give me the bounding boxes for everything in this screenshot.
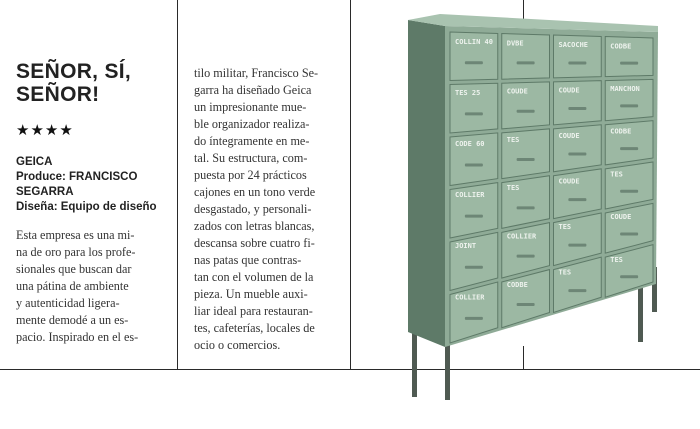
text-line: tal. Su estructura, com- [194, 151, 308, 165]
drawer-label: DVBE [506, 39, 524, 48]
text-line: Esta empresa es una mi- [16, 228, 135, 242]
drawer-handle [517, 303, 535, 306]
text-line: do íntegramente en me- [194, 134, 310, 148]
cabinet-side [408, 20, 445, 347]
text-line: y autenticidad ligera- [16, 296, 120, 310]
drawer-label: JOINT [455, 242, 477, 251]
text-line: nas patas que contras- [194, 253, 302, 267]
drawer-label: TES [610, 170, 623, 179]
drawer-handle [568, 62, 586, 65]
drawer-label: MANCHON [610, 84, 640, 93]
drawer-handle [568, 244, 586, 247]
drawer-label: TES [506, 135, 520, 144]
drawer-handle [517, 110, 535, 113]
drawer-handle [465, 215, 483, 218]
drawer-label: CODE 60 [455, 139, 485, 148]
text-line: zados con letras blancas, [194, 219, 315, 233]
drawer-handle [620, 233, 638, 236]
brand-name: GEICA [16, 156, 53, 168]
article-headline [16, 60, 166, 106]
headline-line: SEÑOR, SÍ, [16, 60, 132, 83]
drawer-handle [568, 107, 586, 110]
text-line: puesta por 24 prácticos [194, 168, 307, 182]
drawer-handle [517, 206, 535, 209]
drawer-handle [465, 112, 483, 115]
text-line: ble organizador realiza- [194, 117, 310, 131]
text-line: cajones en un tono verde [194, 185, 316, 199]
text-line: na de oro para los profe- [16, 245, 136, 259]
drawer-handle [465, 266, 483, 269]
drawer-handle [568, 153, 586, 156]
drawer-label: SACOCHE [558, 40, 589, 49]
drawer-handle [568, 289, 586, 292]
text-line: descansa sobre cuatro fi- [194, 236, 315, 250]
text-line: tilo militar, Francisco Se- [194, 66, 319, 80]
text-line: un impresionante mue- [194, 100, 307, 114]
drawer-label: CODBE [610, 42, 632, 51]
text-line: desgastado, y personali- [194, 202, 312, 216]
drawer-label: COLLIER [455, 293, 485, 302]
drawer-cabinet-photo [400, 12, 665, 402]
credits-block [16, 155, 166, 215]
drawer-label: COUDE [558, 86, 580, 95]
drawer-handle [620, 62, 638, 65]
drawer-label: TES [558, 268, 572, 277]
drawer-label: TES 25 [455, 88, 481, 97]
article-column-1 [16, 60, 166, 346]
drawer-handle [620, 147, 638, 150]
drawer-label: CODBE [506, 280, 528, 289]
drawer-label: CODBE [610, 127, 632, 136]
article-body-part-1 [16, 227, 166, 346]
rating-stars: ★★★★ [16, 121, 74, 139]
text-line: pieza. Un mueble auxi- [194, 287, 308, 301]
text-line: pacio. Inspirado en el es- [16, 330, 139, 344]
text-line: una pátina de ambiente [16, 279, 129, 293]
column-divider-2 [350, 0, 351, 370]
drawer-handle [465, 61, 483, 64]
text-line: liar ideal para restauran- [194, 304, 313, 318]
drawer-label: COLLIER [506, 232, 537, 241]
drawer-label: TES [558, 222, 572, 231]
drawer-label: COLLIER [455, 191, 485, 200]
drawer-handle [620, 190, 638, 193]
drawer-handle [517, 61, 535, 64]
drawer-label: TES [506, 184, 520, 193]
drawer-label: TES [610, 255, 623, 264]
drawer-handle [465, 164, 483, 167]
drawer-label: COLLIN 40 [455, 37, 493, 46]
text-line: tes, cafeterías, locales de [194, 321, 315, 335]
producer-line: Produce: FRANCISCO [16, 171, 138, 183]
text-line: mente demodé a un es- [16, 313, 129, 327]
drawer-handle [568, 198, 586, 201]
text-line: ocio o comercios. [194, 338, 281, 352]
drawer-label: COUDE [558, 177, 580, 186]
text-line: garra ha diseñado Geica [194, 83, 312, 97]
drawer-handle [517, 255, 535, 258]
producer-line: SEGARRA [16, 186, 74, 198]
text-line: sionales que buscan dar [16, 262, 132, 276]
drawer-label: COUDE [506, 87, 528, 96]
article-body-part-2 [194, 65, 340, 354]
headline-line: SEÑOR! [16, 83, 100, 106]
drawer-handle [620, 104, 638, 107]
drawer-label: COUDE [610, 213, 632, 222]
drawer-handle [465, 317, 483, 320]
drawer-handle [517, 158, 535, 161]
drawer-handle [620, 275, 638, 278]
column-divider-1 [177, 0, 178, 370]
text-line: tan con el volumen de la [194, 270, 314, 284]
drawer-label: COUDE [558, 131, 580, 140]
designer-line: Diseña: Equipo de diseño [16, 201, 157, 213]
